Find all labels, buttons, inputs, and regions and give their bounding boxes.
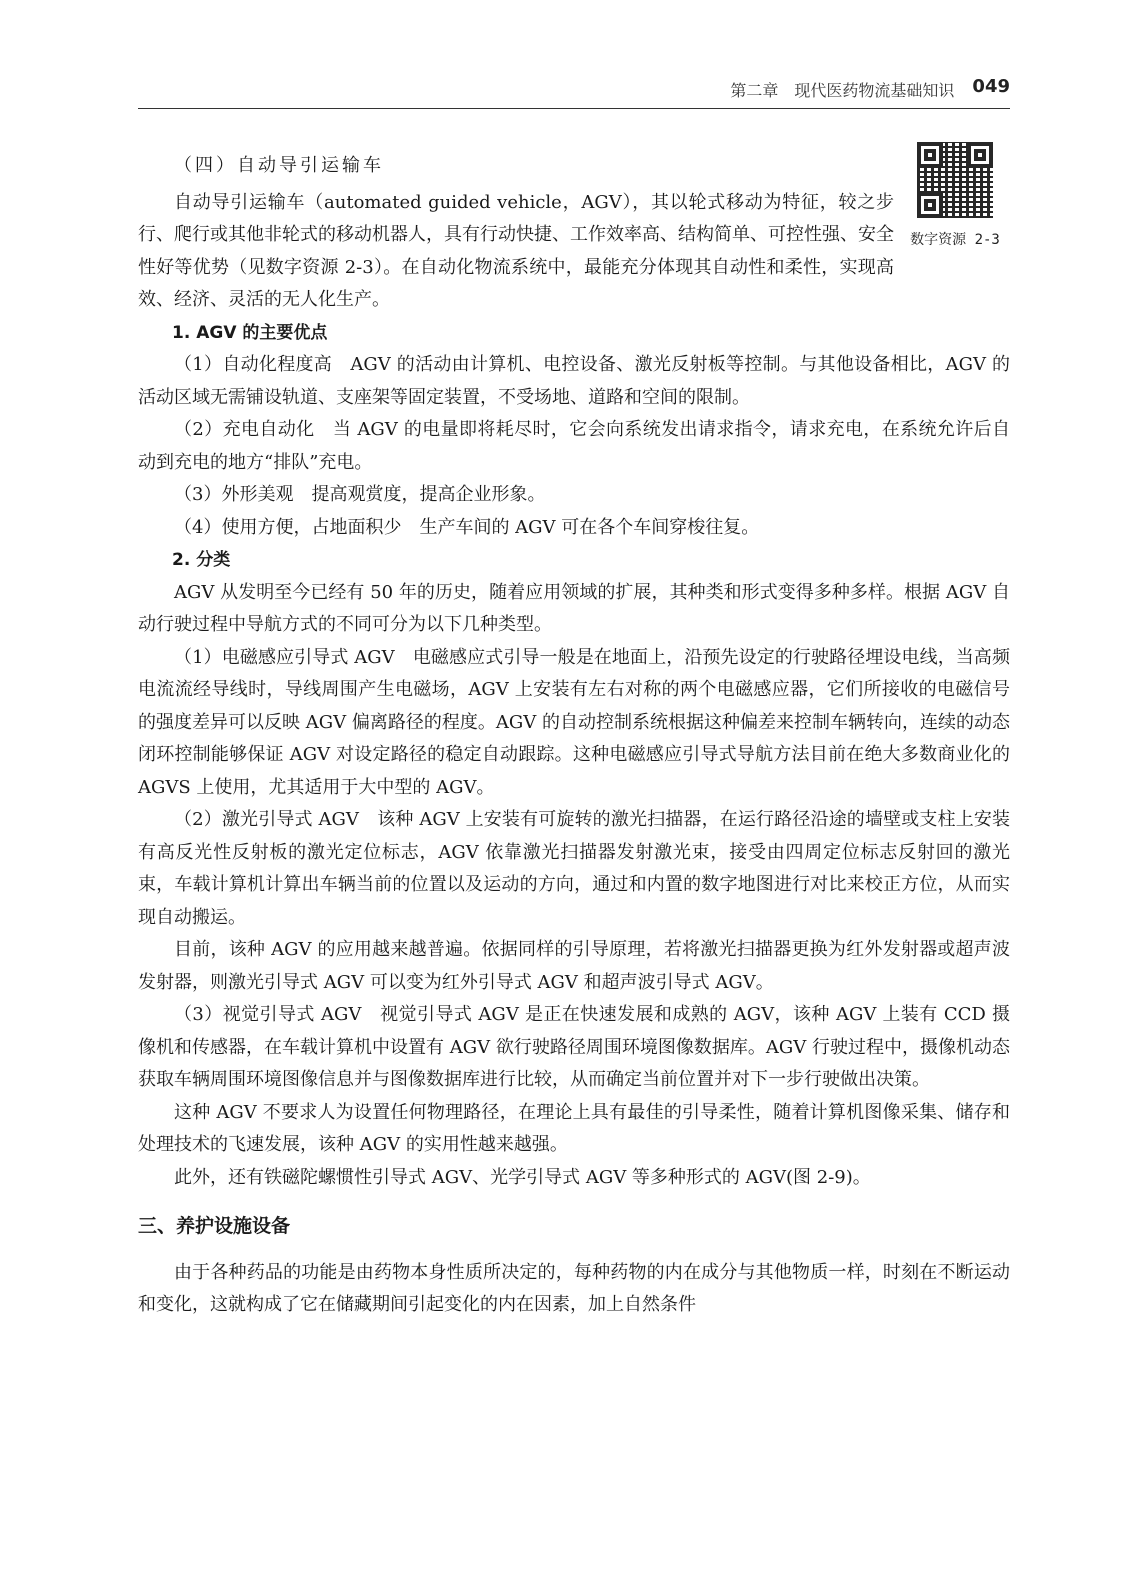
classification-paragraph: AGV 从发明至今已经有 50 年的历史，随着应用领域的扩展，其种类和形式变得多种多样。根据 AGV 自动行驶过程中导航方式的不同可分为以下几种类型。 <box>138 581 1010 635</box>
advantage-item: （2）充电自动化 当 AGV 的电量即将耗尽时，它会向系统发出请求指令，请求充电，在系统允许后自动到充电的地方“排队”充电。 <box>138 419 1010 473</box>
classification-paragraph: 此外，还有铁磁陀螺惯性引导式 AGV、光学引导式 AGV 等多种形式的 AGV(图 2-9)。 <box>174 1166 871 1188</box>
section-title-agv: （四）自动导引运输车 <box>174 155 384 176</box>
chapter-title: 第二章 现代医药物流基础知识 <box>730 81 955 100</box>
classification-paragraph: 这种 AGV 不要求人为设置任何物理路径，在理论上具有最佳的引导柔性，随着计算机图像采集、储存和处理技术的飞速发展，该种 AGV 的实用性越来越强。 <box>138 1101 1010 1155</box>
maintenance-paragraph: 由于各种药品的功能是由药物本身性质所决定的，每种药物的内在成分与其他物质一样，时刻在不断运动和变化，这就构成了它在储藏期间引起变化的内在因素，加上自然条件 <box>138 1261 1010 1315</box>
qr-code-icon[interactable] <box>917 142 993 218</box>
classification-paragraph: （2）激光引导式 AGV 该种 AGV 上安装有可旋转的激光扫描器，在运行路径沿途的墙壁或支柱上安装有高反光性反射板的激光定位标志，AGV 依靠激光扫描器发射激光束，接受由四周定位标志反射回的激光束，车载计算机计算出车辆当前的位置以及运动的方向，通过和内置的数字地图进行对比来校正方位，从而实现自动搬运。 <box>138 809 1010 928</box>
page-header <box>138 78 1010 109</box>
classification-heading: 2. 分类 <box>172 550 231 570</box>
advantage-item: （1）自动化程度高 AGV 的活动由计算机、电控设备、激光反射板等控制。与其他设备相比，AGV 的活动区域无需铺设轨道、支座架等固定装置，不受场地、道路和空间的限制。 <box>138 354 1010 408</box>
page-body <box>138 150 1010 1322</box>
advantage-item: （3）外形美观 提高观赏度，提高企业形象。 <box>174 484 546 505</box>
classification-paragraph: （1）电磁感应引导式 AGV 电磁感应式引导一般是在地面上，沿预先设定的行驶路径埋设电线，当高频电流流经导线时，导线周围产生电磁场，AGV 上安装有左右对称的两个电磁感应器，它们所接收的电磁信号的强度差异可以反映 AGV 偏离路径的程度。AGV 的自动控制系统根据这种偏差来控制车辆转向，连续的动态闭环控制能够保证 AGV 对设定路径的稳定自动跟踪。这种电磁感应引导式导航方法目前在绝大多数商业化的 AGVS 上使用，尤其适用于大中型的 AGV。 <box>138 646 1010 798</box>
page-number: 049 <box>972 76 1010 97</box>
classification-paragraph: 目前，该种 AGV 的应用越来越普遍。依据同样的引导原理，若将激光扫描器更换为红外发射器或超声波发射器，则激光引导式 AGV 可以变为红外引导式 AGV 和超声波引导式 AGV。 <box>138 939 1010 993</box>
advantages-heading: 1. AGV 的主要优点 <box>172 322 328 343</box>
classification-paragraph: （3）视觉引导式 AGV 视觉引导式 AGV 是正在快速发展和成熟的 AGV，该种 AGV 上装有 CCD 摄像机和传感器，在车载计算机中设置有 AGV 欲行驶路径周围环境图像数据库。AGV 行驶过程中，摄像机动态获取车辆周围环境图像信息并与图像数据库进行比较，从而确定当前位置并对下一步行驶做出决策。 <box>138 1004 1010 1090</box>
advantage-item: （4）使用方便，占地面积少 生产车间的 AGV 可在各个车间穿梭往复。 <box>174 516 760 538</box>
qr-caption: 数字资源 2-3 <box>910 232 1000 248</box>
section-heading-maintenance: 三、养护设施设备 <box>138 1215 291 1237</box>
digital-resource-block <box>900 142 1010 257</box>
agv-intro-paragraph: 自动导引运输车（automated guided vehicle，AGV），其以轮式移动为特征，较之步行、爬行或其他非轮式的移动机器人，具有行动快捷、工作效率高、结构简单、可控性强、安全性好等优势（见数字资源 2-3）。在自动化物流系统中，最能充分体现其自动性和柔性，实现高效、经济、灵活的无人化生产。 <box>138 191 894 310</box>
